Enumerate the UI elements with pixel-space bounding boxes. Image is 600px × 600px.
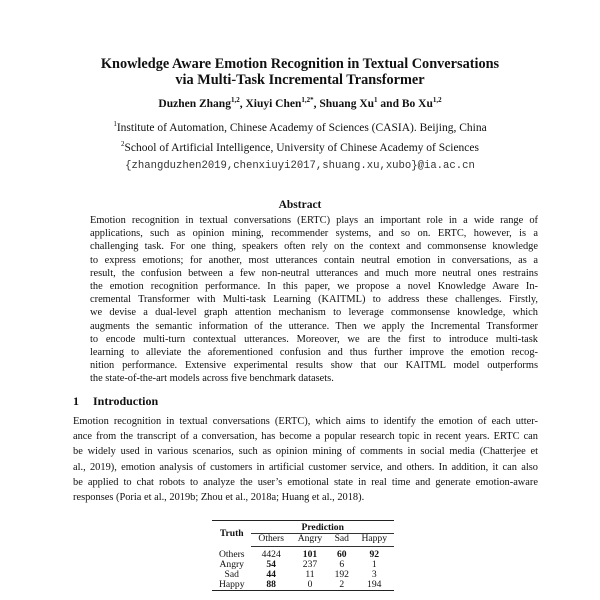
affiliation-1 <box>0 120 600 134</box>
table-cell: 192 <box>334 569 349 580</box>
abstract-line: learning to alleviate the aforementioned confusion and thus further improve the emotion recog- <box>90 347 538 358</box>
separator: and <box>377 97 402 110</box>
author-affil: 1 <box>374 96 378 104</box>
table-cell: 3 <box>371 569 377 580</box>
abstract-line: challenging task. For one thing, speakers often rely on the context and commonsense knowledge <box>90 241 538 253</box>
abstract-line: the emotion recognition performance. In this paper, we propose a novel Knowledge Aware In- <box>90 281 538 292</box>
abstract-line: cremental Transformer with Multi-task Learning (KAITML) to address these challenges. Firstly, <box>90 294 538 306</box>
column-header: Others <box>251 534 290 547</box>
author-name: Xiuyi Chen <box>245 97 302 110</box>
author-name: Shuang Xu <box>319 97 375 110</box>
author-list <box>0 96 600 110</box>
affil-text: Institute of Automation, Chinese Academy of Sciences (CASIA). Beijing, China <box>116 121 487 134</box>
row-label: Angry <box>219 559 244 570</box>
affiliation-2 <box>0 140 600 154</box>
introduction-line: be applied to chat robots to analyze the user’s emotional state in real time and generate emotion-aware <box>73 476 538 488</box>
confusion-matrix-table <box>212 520 394 591</box>
paper-title-line-2: via Multi-Task Incremental Transformer <box>175 72 425 88</box>
introduction-line: responses (Poria et al., 2019b; Zhou et al., 2018a; Huang et al., 2018). <box>73 492 365 503</box>
column-header: Happy <box>355 534 395 547</box>
author-affil: 1,2 <box>432 96 442 104</box>
row-label: Happy <box>218 579 245 590</box>
column-header: Angry <box>291 534 329 547</box>
abstract-line: we devise a dual-level graph attention mechanism to leverage commonsense knowledge, which <box>90 307 538 319</box>
author-name: Bo Xu <box>401 97 433 110</box>
author-emails: {zhangduzhen2019,chenxiuyi2017,shuang.xu,xubo}@ia.ac.cn <box>125 160 475 172</box>
table-cell: 2 <box>339 579 345 590</box>
author-affil: 1,2 <box>230 96 240 104</box>
table-cell: 44 <box>266 569 276 580</box>
table-cell: 4424 <box>261 549 281 560</box>
section-heading-introduction <box>73 394 172 409</box>
table-row <box>212 547 394 561</box>
table-cell: 60 <box>336 549 347 560</box>
author-name: Duzhen Zhang <box>158 97 231 110</box>
table-cell: 54 <box>266 559 276 570</box>
introduction-line: be widely used in various scenarios, such as opinion mining of comments in social media (Chatterjee et <box>73 446 538 458</box>
section-number: 1 <box>73 394 79 408</box>
introduction-line: al., 2019), emotion analysis of customers in artificial customer service, and others. In addition, it can also <box>73 461 538 473</box>
prediction-header: Prediction <box>251 521 394 534</box>
row-label: Sad <box>224 569 239 580</box>
table-cell: 101 <box>302 549 318 560</box>
affil-mark: 2 <box>121 140 125 148</box>
table-cell: 194 <box>367 579 382 590</box>
abstract-line: Emotion recognition in textual conversations (ERTC) plays an important role in a wide range of <box>90 215 538 226</box>
section-title: Introduction <box>93 394 159 408</box>
abstract-line: nition performance. Extensive experimental results show that our KAITML model outperforms <box>90 360 538 372</box>
column-header: Sad <box>329 534 354 547</box>
abstract-line: to encode multi-turn contextual utterances. Moreover, we are the first to introduce multi-task <box>90 333 538 345</box>
table-cell: 88 <box>266 579 276 590</box>
author-affil: 1,2* <box>301 96 314 104</box>
truth-header: Truth <box>219 527 244 539</box>
table-cell: 92 <box>369 549 380 560</box>
abstract-heading: Abstract <box>278 199 322 211</box>
table-cell: 1 <box>371 559 377 570</box>
table-row <box>212 580 394 591</box>
abstract-line: the state-of-the-art models across five benchmark datasets. <box>90 373 334 385</box>
table-cell: 237 <box>302 559 318 570</box>
abstract-line: to express emotions; for another, most utterances contain neutral emotion in conversations, as a <box>90 254 538 266</box>
separator: , <box>239 97 246 110</box>
paper-title-line-1: Knowledge Aware Emotion Recognition in Textual Conversations <box>100 56 500 72</box>
introduction-line: Emotion recognition in textual conversations (ERTC), which aims to identify the emotion of each utter- <box>73 416 538 427</box>
table-cell: 0 <box>307 579 313 590</box>
table-cell: 6 <box>339 559 345 570</box>
affil-text: School of Artificial Intelligence, University of Chinese Academy of Sciences <box>124 141 479 154</box>
abstract-line: result, the confusion between a few non-neutral utterances and much more neutral ones restrains <box>90 267 538 279</box>
affil-mark: 1 <box>113 120 117 128</box>
abstract-line: applications, such as opinion mining, recommender systems, and so on. ERTC, however, is a <box>90 228 538 240</box>
introduction-line: ance from the transcript of a conversation, has become a popular research topic in recent years. ERTC can <box>73 431 538 443</box>
table-cell: 11 <box>305 569 315 580</box>
table-row <box>212 560 394 570</box>
row-label: Others <box>218 548 245 560</box>
separator: , <box>313 97 320 110</box>
abstract-line: augments the semantic information of the utterance. Then we apply the Incremental Transformer <box>90 320 538 332</box>
